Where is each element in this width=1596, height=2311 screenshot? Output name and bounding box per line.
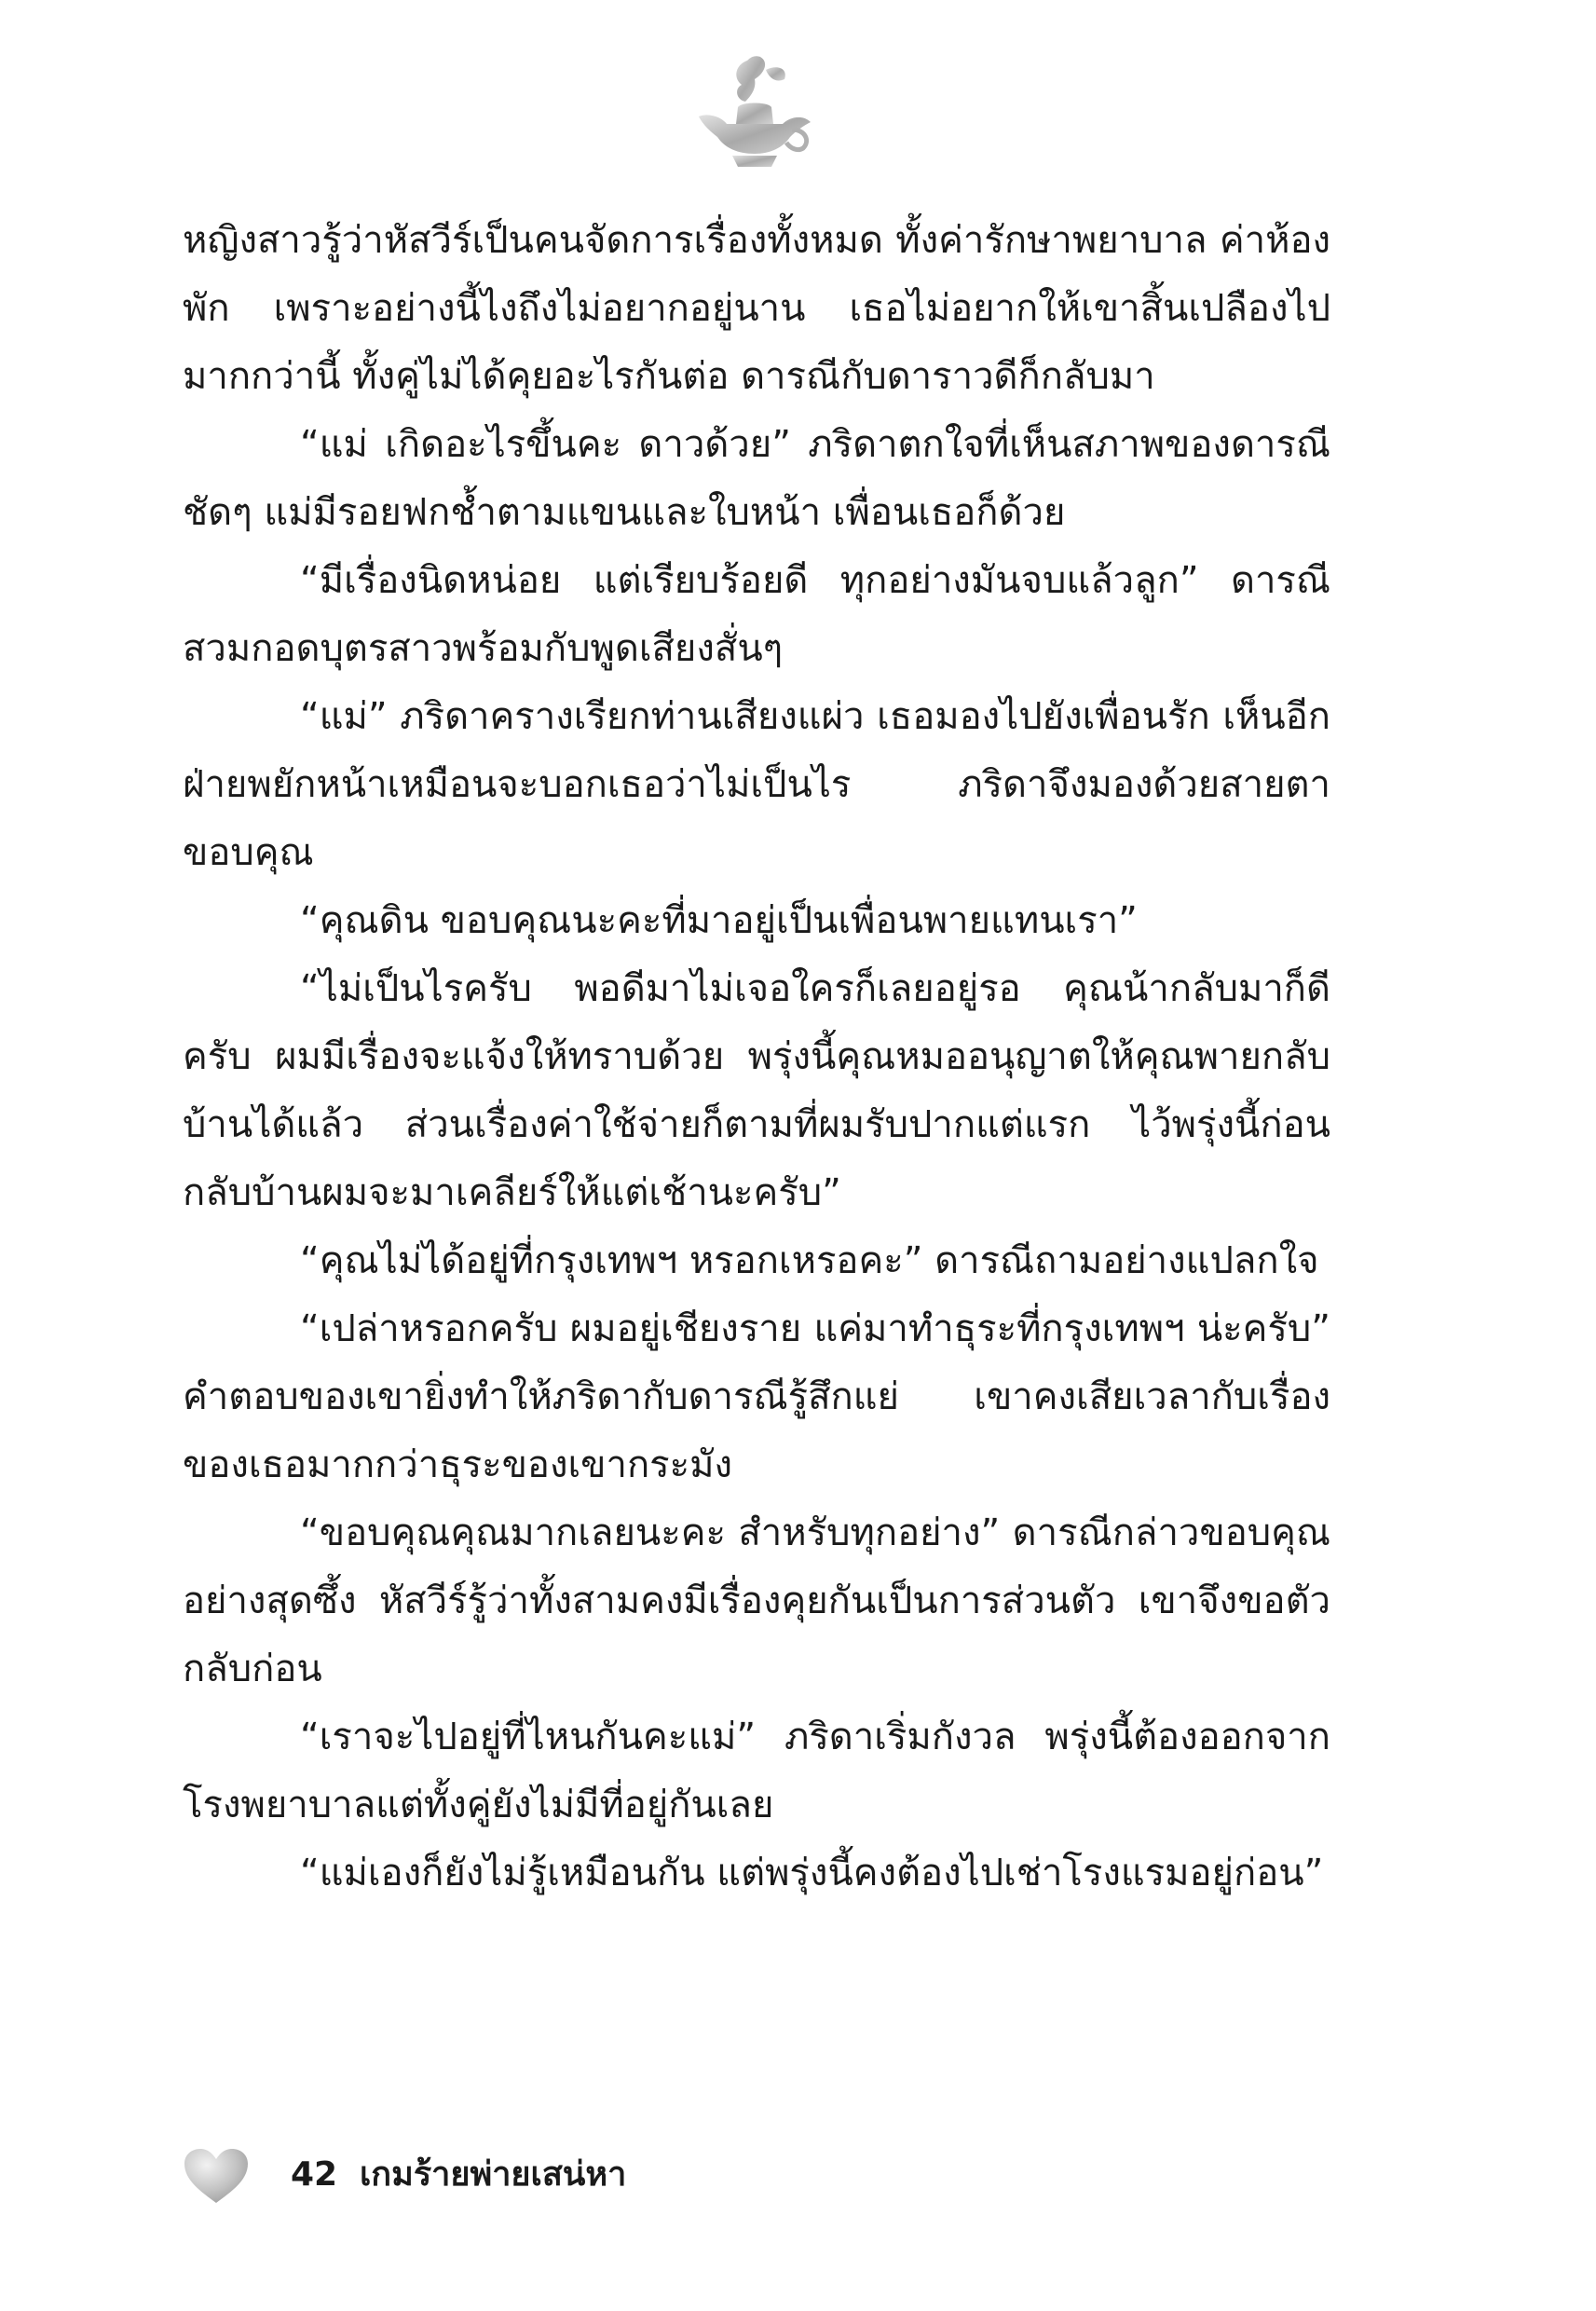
- paragraph: “มีเรื่องนิดหน่อย แต่เรียบร้อยดี ทุกอย่างมันจบแล้วลูก” ดารณีสวมกอดบุตรสาวพร้อมกับพูดเสียงสั่นๆ: [183, 559, 1330, 670]
- body-text: [183, 207, 1330, 2145]
- paragraph: “แม่เองก็ยังไม่รู้เหมือนกัน แต่พรุ่งนี้คงต้องไปเช่าโรงแรมอยู่ก่อน”: [300, 1852, 1324, 1894]
- book-title: เกมร้ายพ่ายเสน่หา: [360, 2155, 627, 2194]
- page-number: 42: [291, 2155, 338, 2194]
- paragraph: หญิงสาวรู้ว่าหัสวีร์เป็นคนจัดการเรื่องทั้งหมด ทั้งค่ารักษาพยาบาล ค่าห้องพัก เพราะอย่างนี้ไงถึงไม่อยากอยู่นาน เธอไม่อยากให้เขาสิ้นเปลืองไปมากกว่านี้ ทั้งคู่ไม่ได้คุยอะไรกันต่อ ดารณีกับดาราวดีก็กลับมา: [183, 219, 1330, 398]
- paragraph: “แม่” ภริดาครางเรียกท่านเสียงแผ่ว เธอมองไปยังเพื่อนรัก เห็นอีกฝ่ายพยักหน้าเหมือนจะบอกเธอว่าไม่เป็นไร ภริดาจึงมองด้วยสายตาขอบคุณ: [183, 695, 1330, 874]
- paragraph: “เราจะไปอยู่ที่ไหนกันคะแม่” ภริดาเริ่มกังวล พรุ่งนี้ต้องออกจากโรงพยาบาลแต่ทั้งคู่ยังไม่มีที่อยู่กันเลย: [183, 1716, 1330, 1826]
- paragraph: “คุณดิน ขอบคุณนะคะที่มาอยู่เป็นเพื่อนพายแทนเรา”: [300, 899, 1138, 942]
- paragraph: “แม่ เกิดอะไรขึ้นคะ ดาวด้วย” ภริดาตกใจที่เห็นสภาพของดารณีชัดๆ แม่มีรอยฟกช้ำตามแขนและใบหน้า เพื่อนเธอก็ด้วย: [183, 423, 1330, 534]
- heart-icon: [183, 2147, 250, 2205]
- genie-lamp-ornament-icon: [680, 51, 820, 172]
- page-footer: [183, 2143, 928, 2208]
- paragraph: “ไม่เป็นไรครับ พอดีมาไม่เจอใครก็เลยอยู่รอ คุณน้ากลับมาก็ดีครับ ผมมีเรื่องจะแจ้งให้ทราบด้วย พรุ่งนี้คุณหมออนุญาตให้คุณพายกลับบ้านได้แล้ว ส่วนเรื่องค่าใช้จ่ายก็ตามที่ผมรับปากแต่แรก ไว้พรุ่งนี้ก่อนกลับบ้านผมจะมาเคลียร์ให้แต่เช้านะครับ”: [183, 967, 1330, 1214]
- paragraph: “เปล่าหรอกครับ ผมอยู่เชียงราย แค่มาทำธุระที่กรุงเทพฯ น่ะครับ” คำตอบของเขายิ่งทำให้ภริดากับดารณีรู้สึกแย่ เขาคงเสียเวลากับเรื่องของเธอมากกว่าธุระของเขากระมัง: [183, 1307, 1330, 1486]
- paragraph: “คุณไม่ได้อยู่ที่กรุงเทพฯ หรอกเหรอคะ” ดารณีถามอย่างแปลกใจ: [300, 1239, 1319, 1282]
- paragraph: “ขอบคุณคุณมากเลยนะคะ สำหรับทุกอย่าง” ดารณีกล่าวขอบคุณอย่างสุดซึ้ง หัสวีร์รู้ว่าทั้งสามคงมีเรื่องคุยกันเป็นการส่วนตัว เขาจึงขอตัวกลับก่อน: [183, 1511, 1330, 1690]
